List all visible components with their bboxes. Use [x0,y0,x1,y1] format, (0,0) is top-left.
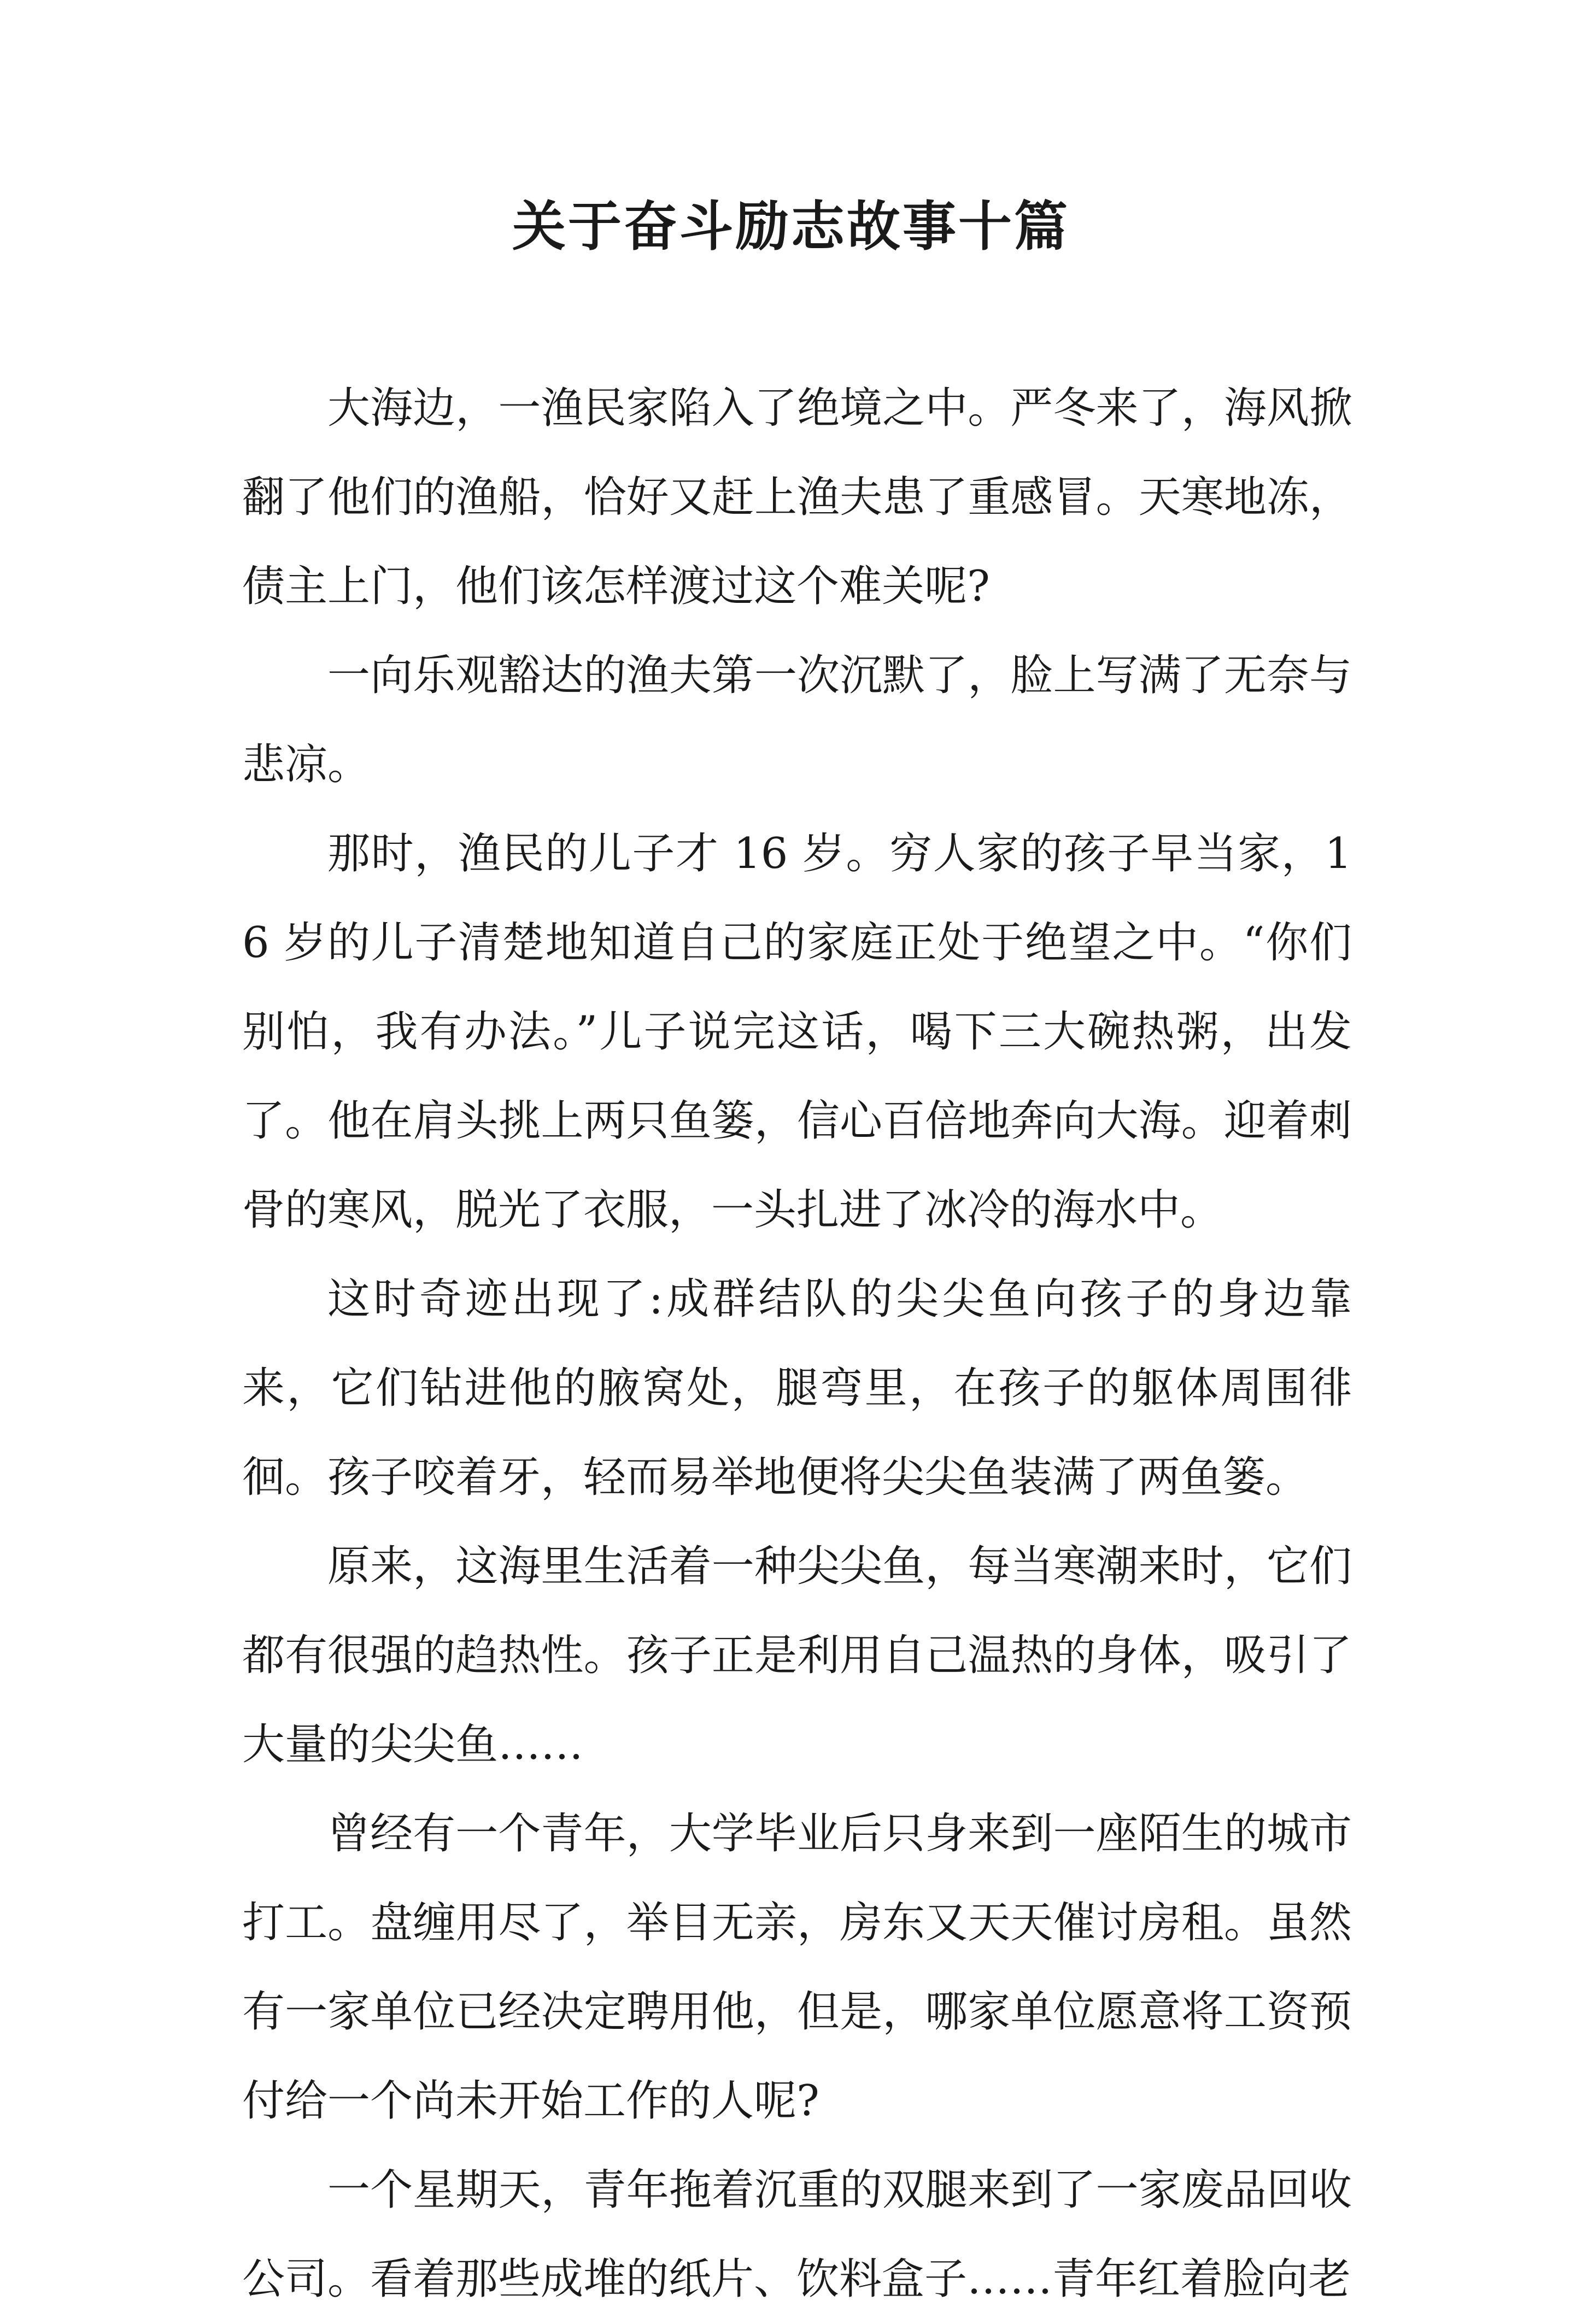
paragraph: 曾经有一个青年，大学毕业后只身来到一座陌生的城市打工。盘缠用尽了，举目无亲，房东又天天催讨房租。虽然有一家单位已经决定聘用他，但是，哪家单位愿意将工资预付给一个尚未开始工作的人呢? [242,1809,1352,2126]
paragraph: 一个星期天，青年拖着沉重的双腿来到了一家废品回收公司。看着那些成堆的纸片、饮料盒子……青年红着脸向老 [242,2165,1352,2304]
document-body [242,364,1352,2324]
paragraph: 原来，这海里生活着一种尖尖鱼，每当寒潮来时，它们都有很强的趋热性。孩子正是利用自己温热的身体，吸引了大量的尖尖鱼…… [242,1542,1352,1769]
document-title: 关于奋斗励志故事十篇 [512,195,1070,258]
paragraph: 大海边，一渔民家陷入了绝境之中。严冬来了，海风掀翻了他们的渔船，恰好又赶上渔夫患了重感冒。天寒地冻，债主上门，他们该怎样渡过这个难关呢? [242,384,1352,611]
paragraph: 一向乐观豁达的渔夫第一次沉默了，脸上写满了无奈与悲凉。 [242,651,1352,789]
paragraph: 这时奇迹出现了:成群结队的尖尖鱼向孩子的身边靠来，它们钻进他的腋窝处，腿弯里，在孩子的躯体周围徘徊。孩子咬着牙，轻而易举地便将尖尖鱼装满了两鱼篓。 [242,1275,1352,1502]
paragraph: 那时，渔民的儿子才 16 岁。穷人家的孩子早当家，16 岁的儿子清楚地知道自己的家庭正处于绝望之中。“你们别怕，我有办法。”儿子说完这话，喝下三大碗热粥，出发了。他在肩头挑上两只鱼篓，信心百倍地奔向大海。迎着刺骨的寒风，脱光了衣服，一头扎进了冰冷的海水中。 [242,829,1352,1235]
